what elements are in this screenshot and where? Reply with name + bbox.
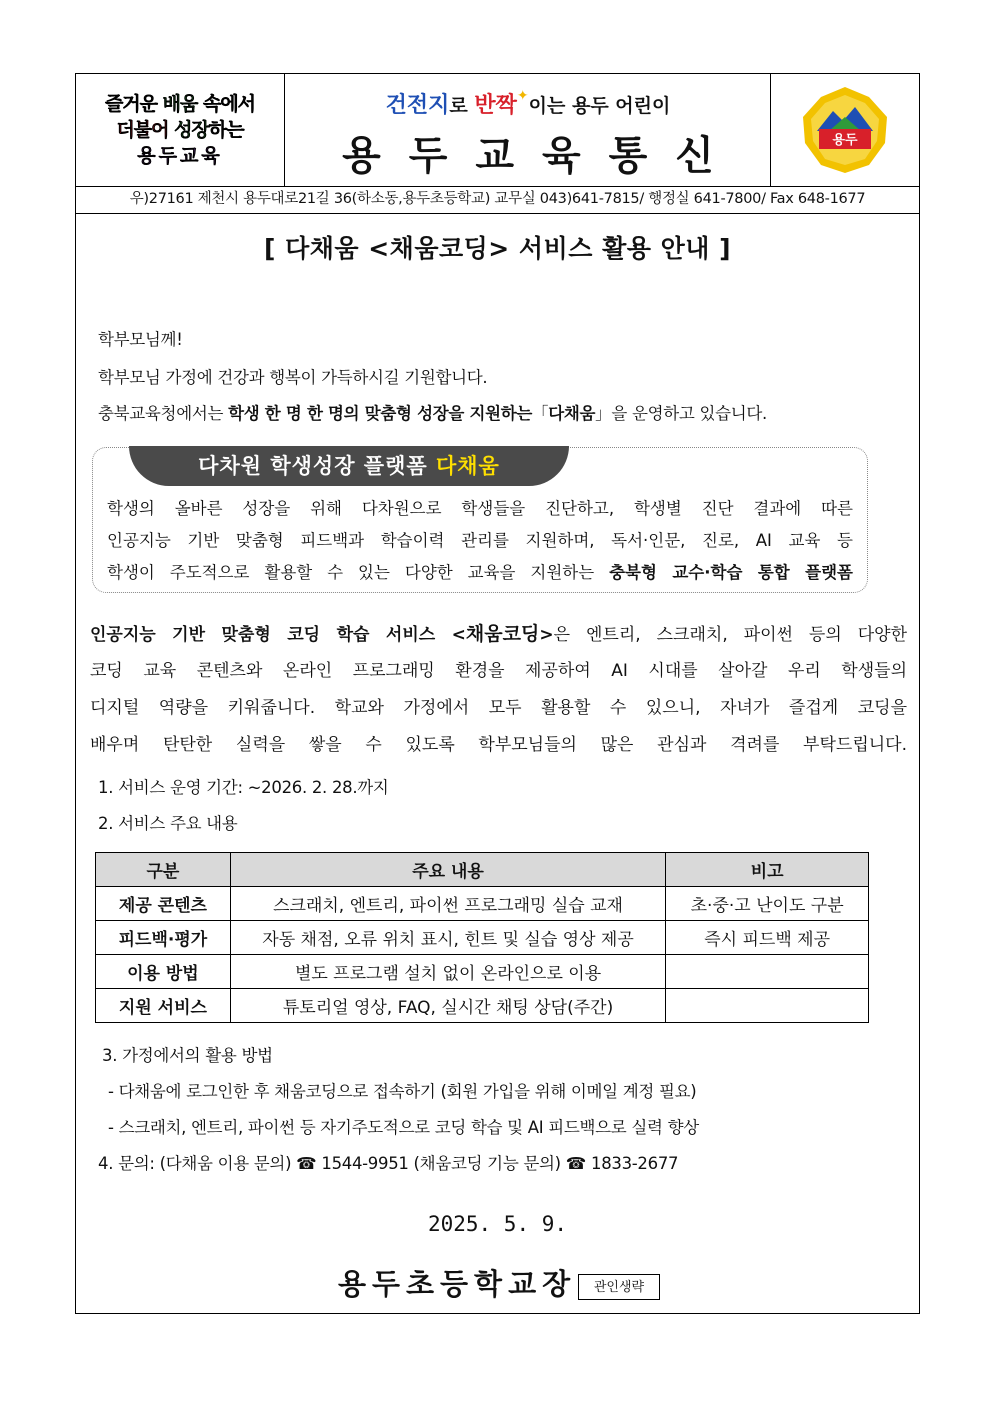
slogan-line-3: 용두교육 (137, 144, 223, 167)
table-header-row (96, 853, 869, 887)
newsletter-frame (75, 73, 920, 1314)
table-header: 비고 (666, 853, 869, 887)
intro-text: 학부모님 가정에 건강과 행복이 가득하시길 기원합니다. (98, 368, 488, 387)
document-title: [ 다채움 <채움코딩> 서비스 활용 안내 ] (263, 234, 732, 263)
coding-intro-line (90, 619, 907, 646)
coding-intro-line: 배우며 탄탄한 실력을 쌓을 수 있도록 학부모님들의 많은 관심과 격려를 부탁드립니다. (90, 735, 907, 755)
intro-emphasis: 다채움 (548, 404, 596, 423)
slogan-line-2 (116, 118, 243, 143)
item-service-content: 2. 서비스 주요 내용 (98, 814, 238, 833)
emblem-label: 용두 (832, 133, 858, 148)
newsletter-subtitle (284, 88, 772, 119)
table-row (96, 955, 869, 989)
subtitle-highlight: 건전지 (385, 93, 450, 118)
table-header: 구분 (96, 853, 231, 887)
subtitle-highlight: 반짝 (474, 93, 517, 118)
slogan-text: 속에서 (197, 92, 256, 115)
platform-tab-text: 다차원 학생성장 플랫폼 (198, 454, 436, 478)
greeting: 학부모님께! (98, 330, 183, 349)
platform-box-tab (129, 446, 569, 486)
table-row (96, 887, 869, 921)
school-emblem-icon (799, 85, 891, 175)
phone-icon: ☎ (565, 1154, 587, 1173)
coding-intro-emphasis: 인공지능 기반 맞춤형 코딩 학습 서비스 < (90, 625, 466, 645)
platform-desc-line: 인공지능 기반 맞춤형 피드백과 학습이력 관리를 지원하며, 독서·인문, 진로, AI 교육 등 (107, 531, 853, 550)
school-emblem (770, 74, 919, 186)
table-cell-category: 지원 서비스 (96, 989, 231, 1023)
slogan-text: 즐거운 (104, 92, 163, 115)
platform-desc-emphasis: 충북형 교수·학습 통합 플랫폼 (609, 563, 853, 582)
table-cell (666, 955, 869, 989)
slogan-text: 성장 (174, 118, 209, 141)
contact-text: 1833-2677 (586, 1154, 679, 1173)
usage-step: - 스크래치, 엔트리, 파이썬 등 자기주도적으로 코딩 학습 및 AI 피드백으로 실력 향상 (108, 1118, 699, 1137)
table-cell: 자동 채점, 오류 위치 표시, 힌트 및 실습 영상 제공 (230, 921, 665, 955)
title-block (284, 74, 772, 186)
table-cell: 즉시 피드백 제공 (666, 921, 869, 955)
coding-intro-line: 코딩 교육 콘텐츠와 온라인 프로그래밍 환경을 제공하여 AI 시대를 살아갈 우리 학생들의 (90, 661, 907, 681)
item-contact (98, 1150, 678, 1174)
table-cell: 튜토리얼 영상, FAQ, 실시간 채팅 상담(주간) (230, 989, 665, 1023)
table-header: 주요 내용 (230, 853, 665, 887)
coding-intro-line: 디지털 역량을 키워줍니다. 학교와 가정에서 모두 활용할 수 있으니, 자녀가 즐겁게 코딩을 (90, 698, 907, 718)
table-row (96, 921, 869, 955)
platform-info-box (92, 447, 868, 593)
newsletter-header (76, 74, 919, 187)
intro-emphasis: 학생 한 명 한 명의 맞춤형 성장을 지원하는 (228, 404, 533, 423)
platform-desc-line (107, 559, 853, 583)
subtitle-text: 이는 용두 어린이 (528, 95, 671, 117)
slogan-line-1 (105, 92, 255, 117)
newsletter-title: 용두교육통신 (342, 133, 742, 179)
item-home-usage: 3. 가정에서의 활용 방법 (102, 1046, 273, 1065)
slogan-block (76, 74, 285, 186)
intro-text-2 (98, 400, 767, 424)
sparkle-icon: ✦ (516, 88, 529, 104)
platform-desc-line: 학생의 올바른 성장을 위해 다차원으로 학생들을 진단하고, 학생별 진단 결과에 따른 (107, 499, 853, 518)
coding-intro-text: 은 엔트리, 스크래치, 파이썬 등의 다양한 (553, 625, 908, 645)
slogan-text: 더불어 (116, 118, 175, 141)
slogan-text: 배움 (162, 92, 198, 115)
contact-text: 1544-9951 (채움코딩 기능 문의) (316, 1154, 566, 1173)
table-cell-category: 피드백·평가 (96, 921, 231, 955)
document-date: 2025. 5. 9. (427, 1212, 568, 1236)
seal-omitted-stamp: 관인생략 (578, 1274, 660, 1300)
table-cell: 스크래치, 엔트리, 파이썬 프로그래밍 실습 교재 (230, 887, 665, 921)
table-cell: 초·중·고 난이도 구분 (666, 887, 869, 921)
coding-service-name: 채움코딩 (465, 623, 540, 645)
platform-tab-highlight: 다채움 (435, 454, 500, 478)
item-service-period: 1. 서비스 운영 기간: ~2026. 2. 28.까지 (98, 778, 389, 797)
service-table (95, 852, 869, 1023)
slogan-text: 하는 (208, 118, 244, 141)
intro-part: 「 (532, 404, 549, 423)
coding-intro-emphasis: > (539, 625, 554, 645)
school-address: 우)27161 제천시 용두대로21길 36(하소동,용두초등학교) 교무실 043)641-7815/ 행정실 641-7800/ Fax 648-1677 (76, 186, 919, 214)
phone-icon: ☎ (296, 1154, 317, 1173)
intro-part: 충북교육청에서는 (98, 404, 229, 423)
table-cell-category: 제공 콘텐츠 (96, 887, 231, 921)
table-cell: 별도 프로그램 설치 없이 온라인으로 이용 (230, 955, 665, 989)
table-cell (666, 989, 869, 1023)
platform-desc-text: 학생이 주도적으로 활용할 수 있는 다양한 교육을 지원하는 (107, 563, 610, 582)
contact-text: 4. 문의: (다채움 이용 문의) (98, 1154, 297, 1173)
table-row (96, 989, 869, 1023)
table-cell-category: 이용 방법 (96, 955, 231, 989)
principal-signature: 용두초등학교장 (338, 1267, 577, 1301)
usage-step: - 다채움에 로그인한 후 채움코딩으로 접속하기 (회원 가입을 위해 이메일 계정 필요) (108, 1082, 697, 1101)
subtitle-text: 로 (449, 95, 475, 117)
intro-part: 」을 운영하고 있습니다. (595, 404, 767, 423)
